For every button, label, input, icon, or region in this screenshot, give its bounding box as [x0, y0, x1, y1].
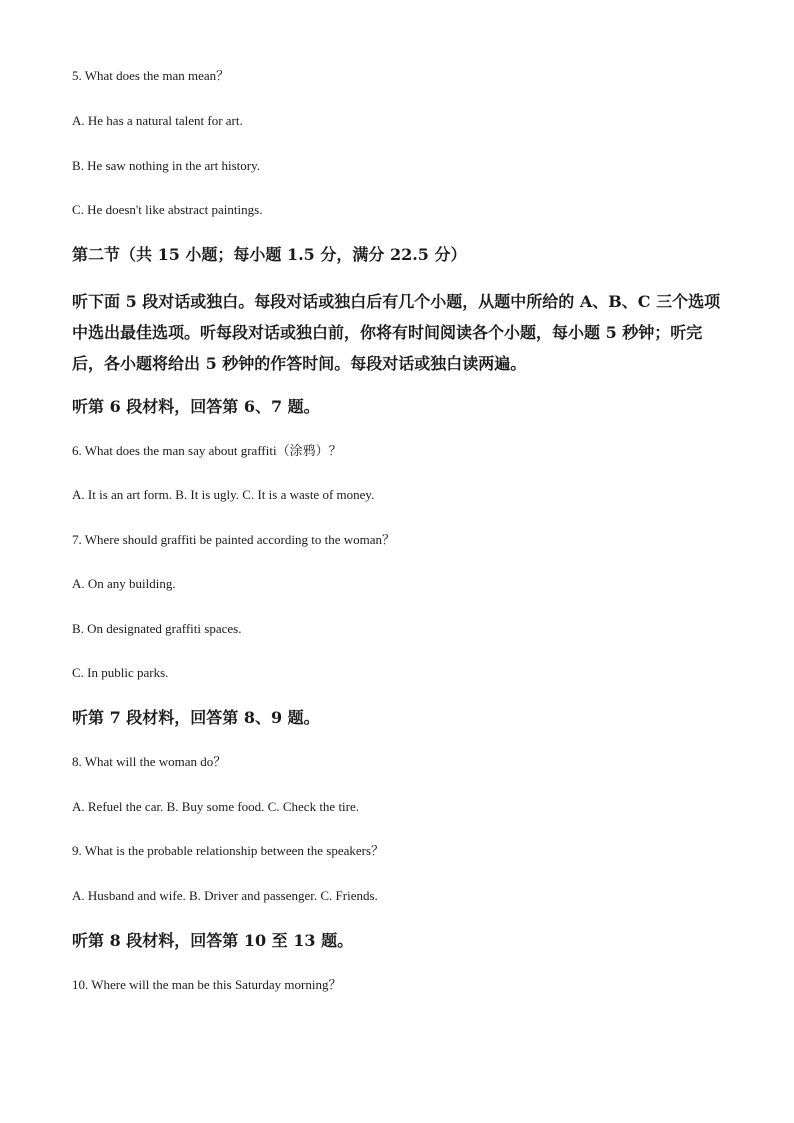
question-8-stem: 8. What will the woman do？ — [72, 754, 227, 769]
section-2-instructions: 听下面 5 段对话或独白。每段对话或独白后有几个小题，从题中所给的 A、B、C 三个选项中选出最佳选项。听每段对话或独白前，你将有时间阅读各个小题，每小题 5 秒钟；听完后，各小题将给出 5 秒钟的作答时间。每段对话或独白读两遍。 — [72, 292, 721, 373]
question-6-stem: 6. What does the man say about graffiti（涂鸦）？ — [72, 443, 342, 458]
question-10-stem: 10. Where will the man be this Saturday morning？ — [72, 977, 342, 992]
question-8-options: A. Refuel the car. B. Buy some food. C. Check the tire. — [72, 799, 360, 814]
question-9-stem: 9. What is the probable relationship between the speakers？ — [72, 843, 385, 858]
question-5-option-a: A. He has a natural talent for art. — [72, 113, 243, 128]
question-5-stem: 5. What does the man mean？ — [72, 68, 230, 83]
question-7-stem: 7. Where should graffiti be painted according to the woman？ — [72, 532, 395, 547]
section-2-heading: 第二节（共 15 小题；每小题 1.5 分，满分 22.5 分） — [72, 245, 467, 264]
material-7-heading: 听第 7 段材料，回答第 8、9 题。 — [72, 708, 320, 727]
question-5-option-b: B. He saw nothing in the art history. — [72, 158, 260, 173]
question-7-option-a: A. On any building. — [72, 576, 176, 591]
question-7-option-b: B. On designated graffiti spaces. — [72, 621, 242, 636]
question-5-option-c: C. He doesn't like abstract paintings. — [72, 202, 263, 217]
question-9-options: A. Husband and wife. B. Driver and passenger. C. Friends. — [72, 888, 378, 903]
material-8-heading: 听第 8 段材料，回答第 10 至 13 题。 — [72, 931, 354, 950]
material-6-heading: 听第 6 段材料，回答第 6、7 题。 — [72, 397, 320, 416]
question-6-options: A. It is an art form. B. It is ugly. C. It is a waste of money. — [72, 487, 375, 502]
question-7-option-c: C. In public parks. — [72, 665, 169, 680]
